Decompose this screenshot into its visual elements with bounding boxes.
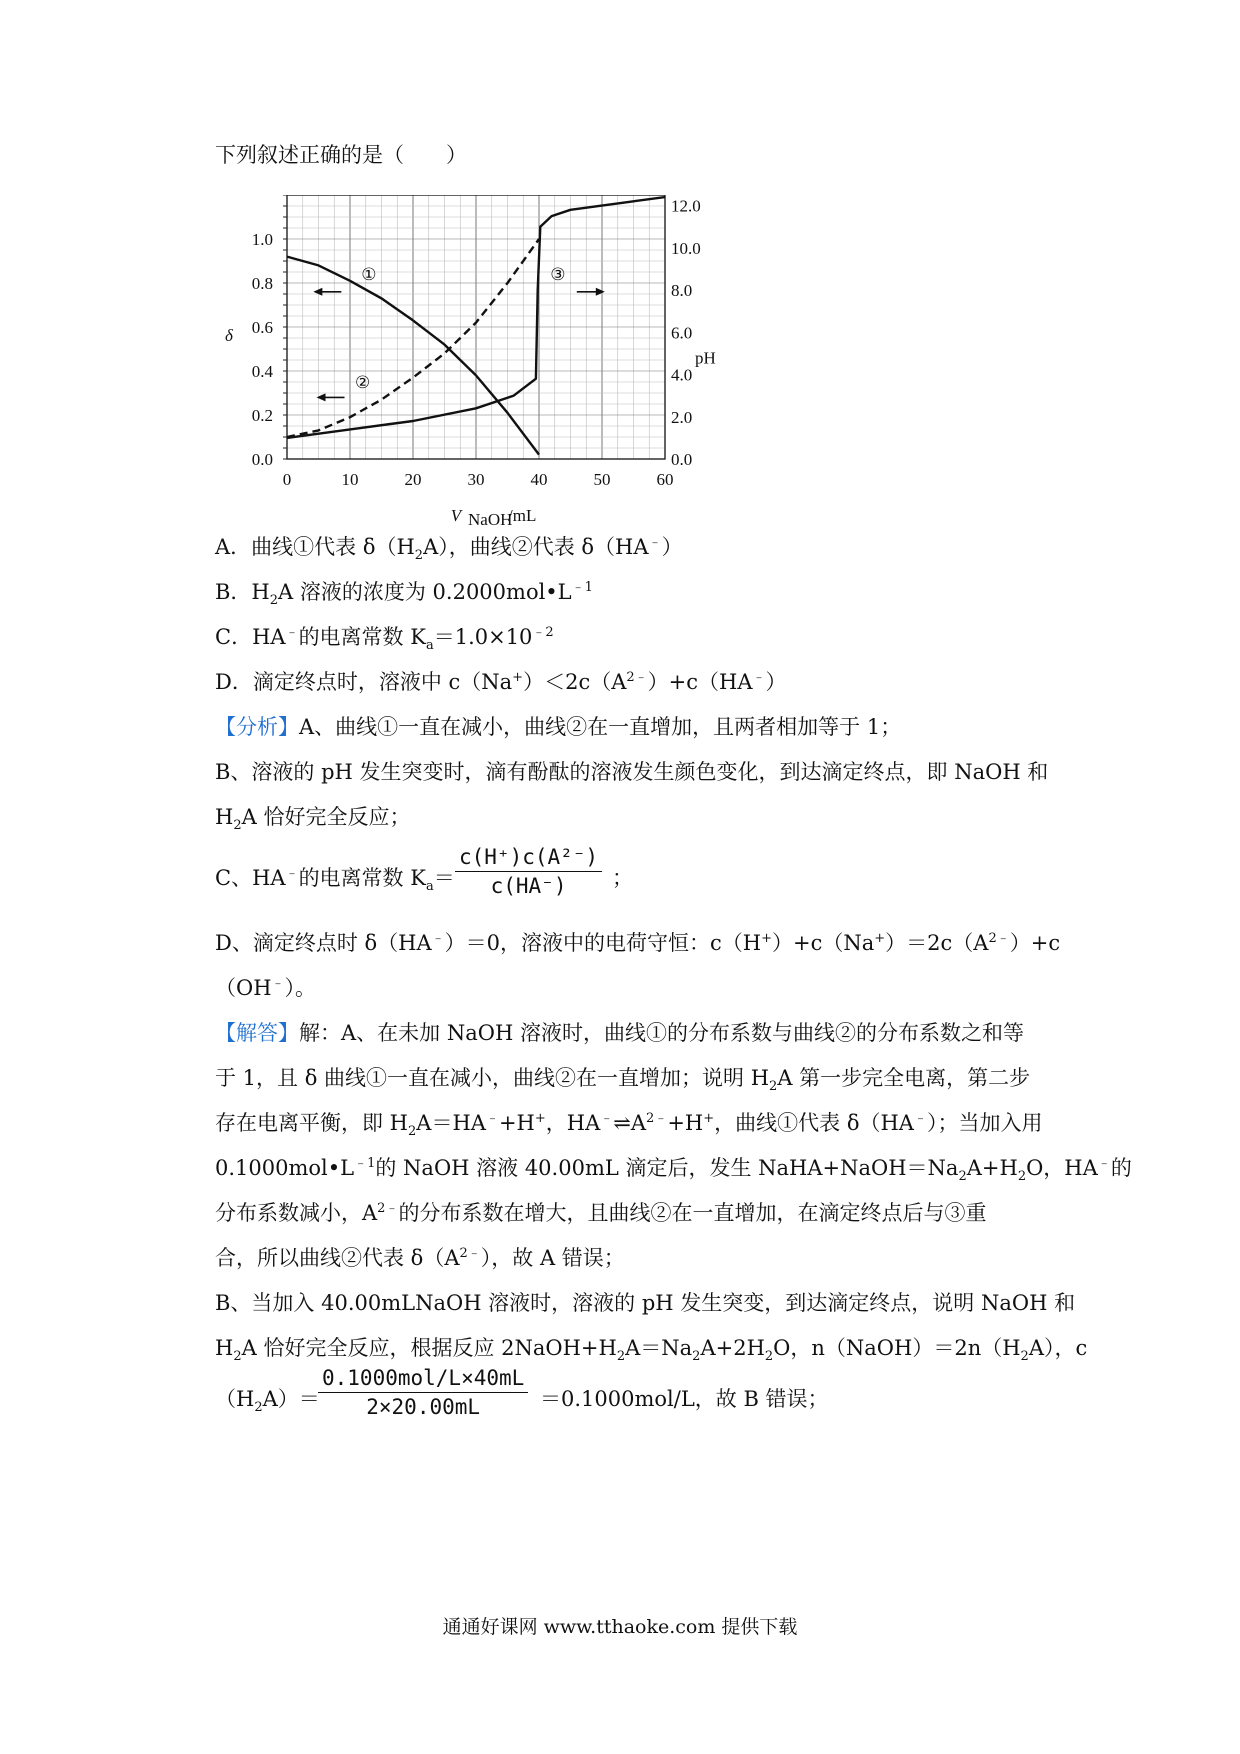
concentration-fraction: 0.1000mol/L×40mL 2×20.00mL xyxy=(318,1366,528,1419)
y-right-tick-label: 0.0 xyxy=(671,450,693,469)
y-left-tick-label: 0.6 xyxy=(251,318,273,337)
analysis-b-line2: $H_2A$ 恰好完全反应； xyxy=(215,805,411,834)
option-b: B．$H_2A$ 溶液的浓度为 $0.2000mol•L^{﹣1}$ xyxy=(215,580,593,609)
analysis-a: 【分析】A、曲线①一直在减小，曲线②在一直增加，且两者相加等于 1； xyxy=(215,715,902,739)
analysis-tag: 【分析】 xyxy=(215,715,299,739)
x-axis-label: V xyxy=(450,506,462,525)
x-tick-label: 40 xyxy=(530,470,548,489)
y-left-tick-label: 0.0 xyxy=(251,450,273,469)
y-left-tick-label: 0.2 xyxy=(251,406,273,425)
solution-tag: 【解答】 xyxy=(215,1021,299,1045)
x-tick-label: 30 xyxy=(467,470,485,489)
option-d: D．滴定终点时，溶液中 $c(Na^+)<2c(A^{2﹣})+c(HA^﹣)$ xyxy=(215,670,787,694)
analysis-d-line2: （OH﹣）。 xyxy=(215,976,317,1000)
arrowhead-left-2 xyxy=(317,393,326,401)
x-tick-label: 50 xyxy=(593,470,611,489)
solution-line3: 存在电离平衡，即 $H_2A=HA^﹣+H^+$，$HA^﹣\rightleftharpoons A^{2﹣}+H^+$，曲线①代表 δ（HA﹣）；当加入用 xyxy=(215,1111,1043,1140)
analysis-d-line1: D、滴定终点时 δ（HA﹣）＝0，溶液中的电荷守恒：$c(H^+)+c(Na^+)=2c(A^{2﹣})+c$ xyxy=(215,931,1061,955)
solution-line9-right: ＝0.1000mol/L，故 B 错误； xyxy=(540,1387,829,1411)
x-tick-label: 10 xyxy=(341,470,359,489)
y-left-axis-label: δ xyxy=(225,326,233,345)
x-tick-label: 20 xyxy=(404,470,422,489)
curve-label-2: ② xyxy=(354,373,371,392)
y-left-tick-label: 1.0 xyxy=(251,230,273,249)
curve-label-3: ③ xyxy=(550,265,566,285)
solution-line1: 【解答】解：A、在未加 NaOH 溶液时，曲线①的分布系数与曲线②的分布系数之和等 xyxy=(215,1021,1024,1045)
arrowhead-right-3 xyxy=(596,288,605,296)
y-left-tick-label: 0.8 xyxy=(251,274,273,293)
x-axis-label-unit: /mL xyxy=(508,506,537,525)
y-right-tick-label: 10.0 xyxy=(671,238,701,258)
solution-line5: 分布系数减小，$A^{2﹣}$的分布系数在增大，且曲线②在一直增加，在滴定终点后与③重 xyxy=(215,1201,987,1225)
x-tick-label: 0 xyxy=(282,470,292,489)
page-footer: 通通好课网 www.tthaoke.com 提供下载 xyxy=(442,1616,798,1638)
y-right-tick-label: 2.0 xyxy=(671,407,693,427)
y-right-axis-label: pH xyxy=(695,348,716,368)
y-left-tick-label: 0.4 xyxy=(251,362,273,381)
analysis-b-line1: B、溶液的 pH 发生突变时，滴有酚酞的溶液发生颜色变化，到达滴定终点，即 NaOH 和 xyxy=(215,760,1049,784)
x-tick-label: 60 xyxy=(656,470,674,489)
solution-line2: 于 1，且 δ 曲线①一直在减小，曲线②在一直增加；说明 $H_2A$ 第一步完全电离，第二步 xyxy=(215,1066,1031,1095)
y-right-tick-label: 6.0 xyxy=(671,323,693,343)
option-c: C．HA﹣的电离常数 $K_a=1.0\times 10^{﹣2}$ xyxy=(215,625,554,654)
y-right-tick-label: 12.0 xyxy=(671,196,701,216)
solution-line6: 合，所以曲线②代表 $\delta(A^{2﹣})$，故 A 错误； xyxy=(215,1246,625,1270)
ka-fraction: c(H⁺)c(A²⁻) c(HA⁻) xyxy=(455,845,602,898)
analysis-c-end: ； xyxy=(612,866,633,890)
x-axis-label-sub: NaOH xyxy=(468,510,513,529)
question-stem: 下列叙述正确的是（ ） xyxy=(215,143,467,167)
solution-line9-left: $(H_2A)=$ xyxy=(215,1387,320,1416)
solution-line8: $H_2A$ 恰好完全反应，根据反应 $2NaOH+H_2A=Na_2A+2H_2O$，$n(NaOH)=2n(H_2A)$，c xyxy=(215,1336,1088,1365)
y-right-tick-label: 8.0 xyxy=(671,281,693,301)
option-a: A．曲线①代表 $\delta(H_2A)$，曲线②代表 δ（HA﹣） xyxy=(215,535,683,564)
y-right-tick-label: 4.0 xyxy=(671,365,693,385)
curve-label-1: ① xyxy=(361,265,377,285)
solution-line4: $0.1000mol•L^{﹣1}$的 NaOH 溶液 40.00mL 滴定后，发生 $NaHA+NaOH=Na_2A+H_2O$，HA﹣的 xyxy=(215,1156,1132,1185)
arrowhead-left-1 xyxy=(313,288,322,296)
solution-line7: B、当加入 40.00mLNaOH 溶液时，溶液的 pH 发生突变，到达滴定终点，说明 NaOH 和 xyxy=(215,1291,1076,1315)
analysis-c: C、HA﹣的电离常数 $K_a=$ xyxy=(215,866,455,895)
